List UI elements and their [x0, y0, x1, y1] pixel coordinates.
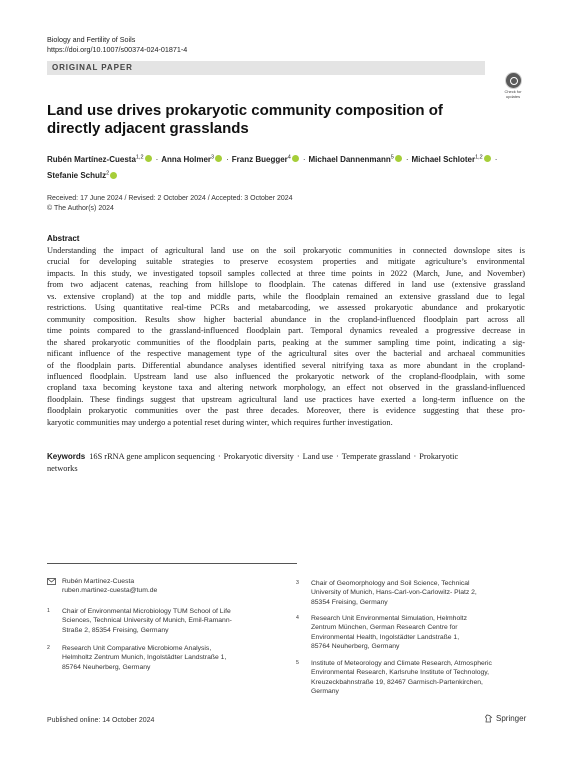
keyword: Temperate grassland [341, 452, 411, 461]
keyword-continued: networks [47, 463, 78, 473]
check-for-updates-badge[interactable] [502, 72, 524, 99]
keywords: Keywords 16S rRNA gene amplicon sequencing · Prokaryotic diversity · Land use · Temperate grassland · Prokaryotic networks [47, 452, 459, 473]
orcid-icon[interactable] [395, 155, 402, 162]
orcid-icon[interactable] [110, 172, 117, 179]
abstract-line: of the floodplain parts. Differential abundance analyses identified several nitrifying taxa as more abundant in the cropland- [47, 360, 525, 370]
journal-header [47, 35, 187, 55]
affiliation: 4 Research Unit Environmental Simulation, Helmholtz Zentrum München, German Research Centre for Environmental Health, Ingolstädter Landstraße 1, 85764 Neuherberg, Germany [296, 615, 468, 651]
affiliation: 5 Institute of Meteorology and Climate Research, Atmospheric Environmental Research, Karlsruhe Institute of Technology, Kreuzeckbahnstraße 19, 82467 Garmisch-Partenkirchen, Germany [296, 660, 492, 696]
abstract-line: floodplain. These findings suggest that upstream agricultural land use practices have exerted a long-term influence on the [47, 394, 525, 404]
orcid-icon[interactable] [145, 155, 152, 162]
orcid-icon[interactable] [292, 155, 299, 162]
abstract-line: nificant influence of the respective management type of the agricultural sites over the bacterial and archaeal communities [47, 349, 525, 359]
abstract-line: impacts. In this study, we investigated topsoil samples collected at three time points in 2022 (March, June, and November) [47, 268, 525, 278]
check-updates-text: Check for updates [504, 89, 522, 99]
author[interactable]: Rubén Martínez‑Cuesta$^{1,2}$ [47, 154, 144, 164]
paper-title: Land use drives prokaryotic community composition of directly adjacent grasslands [47, 102, 443, 137]
abstract-line: community composition. Results show higher bacterial abundance in the cropland-influenced floodplain part across all [47, 314, 525, 324]
abstract-body [47, 245, 525, 428]
keywords-heading: Keywords [47, 452, 86, 461]
publisher-name: Springer [496, 714, 527, 723]
article-type-label: ORIGINAL PAPER [52, 63, 133, 72]
keyword: Land use [302, 452, 333, 461]
corresponding-author [47, 577, 297, 599]
author[interactable]: Stefanie Schulz$^2$ [47, 170, 110, 181]
abstract-line: vs. extensive cropland) at the top and middle parts, while the floodplain remained an extensive grassland due to legal [47, 291, 525, 301]
abstract-line: from two adjacent catenas, reaching from hillslope to floodplain. The catenas differed in land use (extensive grassland [47, 280, 525, 290]
author[interactable]: Anna Holmer$^3$ [161, 154, 215, 164]
author[interactable]: Michael Schloter$^{1,2}$ [411, 154, 483, 164]
copyright: © The Author(s) 2024 [47, 205, 114, 212]
contact-email[interactable]: ruben.martinez-cuesta@tum.de [62, 587, 158, 595]
article-dates [47, 194, 293, 214]
orcid-icon[interactable] [215, 155, 222, 162]
abstract-line: Understanding the impact of agricultural land use on the soil prokaryotic communities in connected downslope sites is [47, 246, 525, 255]
affiliation: 2 Research Unit Comparative Microbiome Analysis, Helmholtz Zentrum Munich, Ingolstädter Landstraße 1, 85764 Neuherberg, Germany [47, 645, 227, 671]
author-list: Rubén Martínez‑Cuesta$^{1,2}$ · Anna Holmer$^3$ · Franz Buegger$^4$ · Michael Dannenmann$^5$ · Michael Schloter$^{1,2}$ · Stefanie Schulz$^2$ [47, 154, 498, 181]
abstract-line: influenced floodplain. Upstream land use also influenced the prokaryotic network of the cropland-floodplain, with some [47, 371, 525, 381]
affiliation: 1 Chair of Environmental Microbiology TUM School of Life Sciences, Technical University of Munich, Emil-Ramann- Straße 2, 85354 Freising, Germany [47, 608, 232, 634]
journal-name: Biology and Fertility of Soils [47, 35, 136, 44]
check-updates-icon [505, 72, 522, 89]
footnote-divider [47, 563, 297, 564]
keyword: Prokaryotic [419, 452, 459, 461]
published-date: Published online: 14 October 2024 [47, 717, 155, 724]
abstract-line: cropland taxa becoming keystone taxa and altering network morphology, an effect not observed in the grassland-influenced [47, 383, 525, 393]
publisher-logo[interactable] [484, 714, 526, 723]
springer-horse-icon [484, 714, 493, 723]
contact-name: Rubén Martínez-Cuesta [62, 578, 135, 585]
abstract-line: restrictions. Using quantitative real-time PCRs and metabarcoding, we assessed prokaryotic abundance and prokaryotic [47, 303, 525, 313]
abstract-heading: Abstract [47, 234, 80, 243]
affiliation: 3 Chair of Geomorphology and Soil Science, Technical University of Munich, Hans-Carl-von-Carlowitz- Platz 2, 85354 Freising, Germany [296, 580, 477, 606]
abstract-line: floodplain prokaryotic communities over the past three decades. Moreover, there is evidence suggesting that these pro- [47, 406, 525, 416]
doi-link[interactable]: https://doi.org/10.1007/s00374-024-01871-4 [47, 45, 188, 54]
history-dates: Received: 17 June 2024 / Revised: 2 October 2024 / Accepted: 3 October 2024 [47, 195, 293, 202]
envelope-icon [47, 578, 56, 588]
abstract-line: crucial for developing suitable strategies to preserve ecosystem properties and mitigate agriculture’s environmental [47, 257, 525, 267]
abstract-line: time points compared to the grassland-influenced floodplain part. Temporal dynamics revealed a progressive decrease in [47, 326, 525, 336]
abstract-line: karyotic communities may undergo a potential reset during winter, which requires further investigation. [47, 417, 393, 427]
keyword: Prokaryotic diversity [223, 452, 294, 461]
author[interactable]: Franz Buegger$^4$ [231, 154, 291, 164]
keyword: 16S rRNA gene amplicon sequencing [89, 452, 215, 461]
orcid-icon[interactable] [484, 155, 491, 162]
author[interactable]: Michael Dannenmann$^5$ [308, 154, 394, 164]
abstract-line: the shared prokaryotic communities of the floodplain parts, peaking at the summer sampling time point, indicating a sig- [47, 337, 525, 347]
